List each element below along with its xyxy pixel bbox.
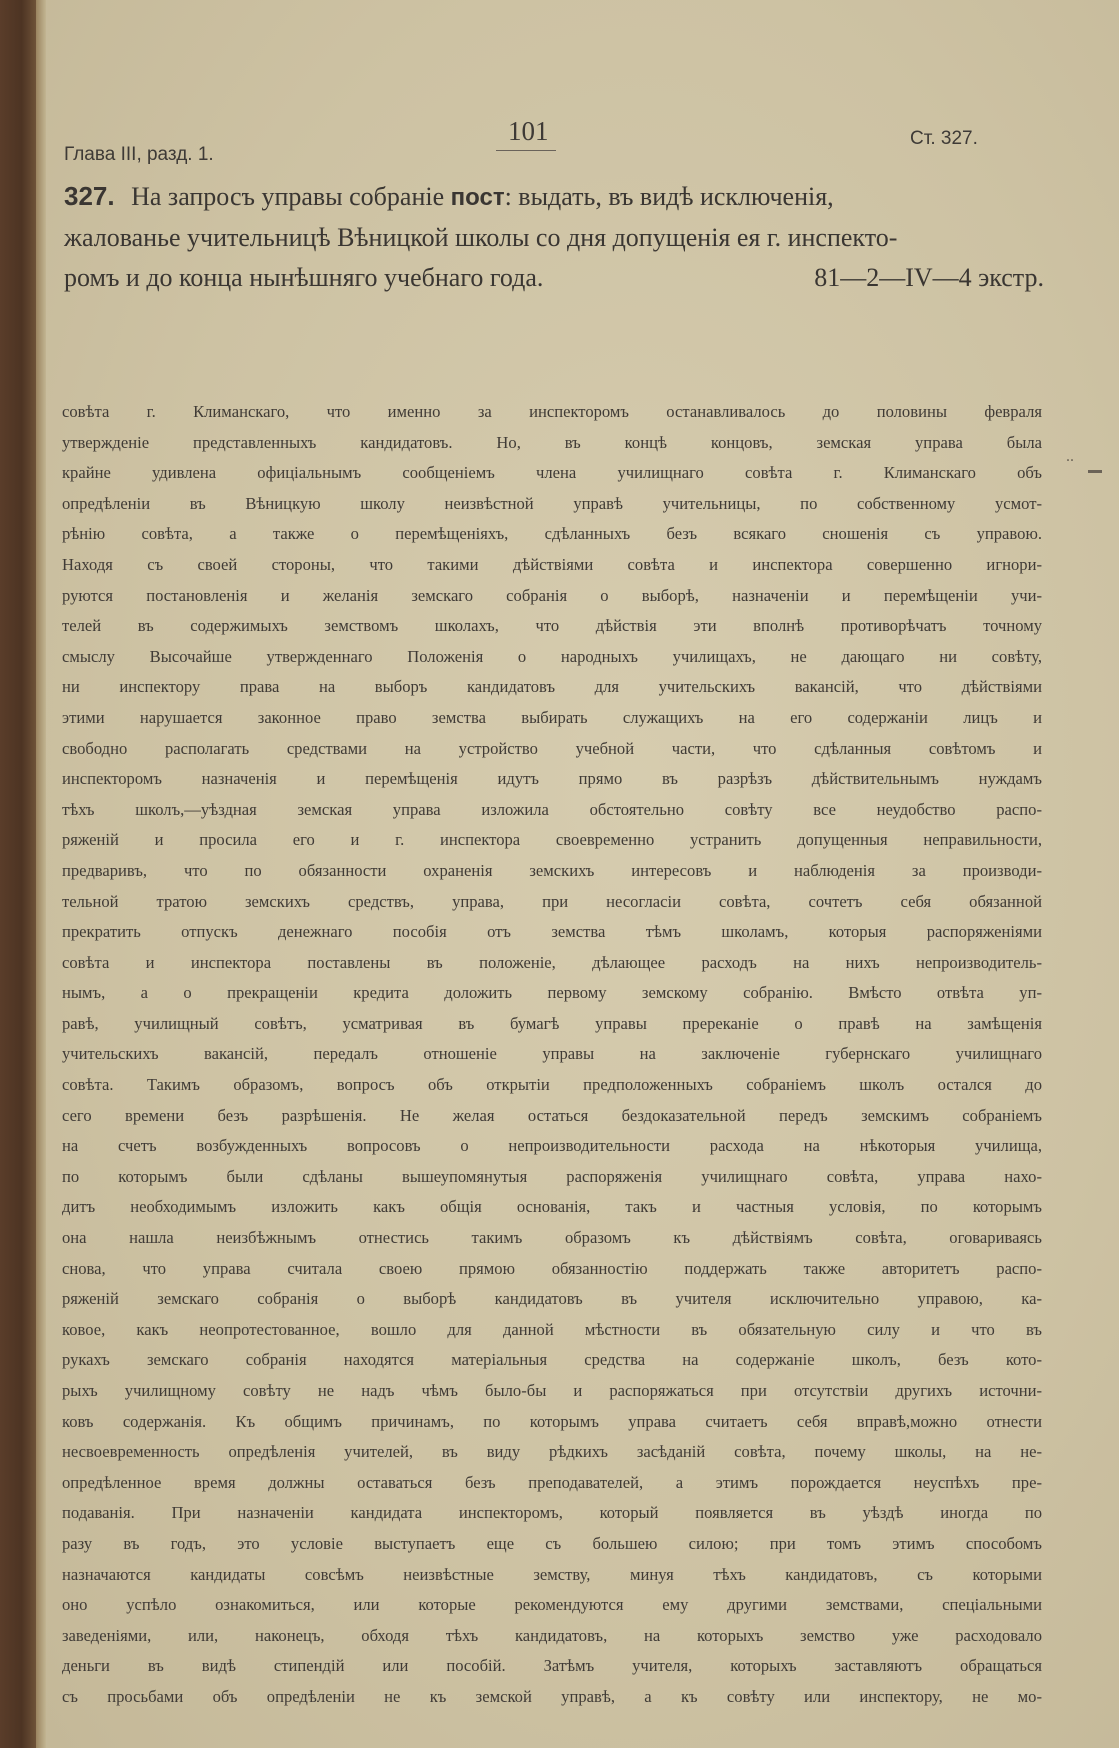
entry-text-2: жалованье учительницѣ Вѣницкой школы со дня допущенія ея г. инспекто- xyxy=(64,223,898,252)
body-line: рыхъ училищному совѣту не надъ чѣмъ было-бы и распоряжаться при отсутствіи другихъ источни- xyxy=(62,1381,1042,1400)
chapter-header: Глава III, разд. 1. xyxy=(64,144,214,165)
body-line: свободно располагать средствами на устройство учебной части, что сдѣланныя совѣтомъ и xyxy=(62,738,1042,758)
body-line: равѣ, училищный совѣтъ, усматривая въ бумагѣ управы пререканіе о правѣ на замѣщенія xyxy=(62,1013,1042,1033)
body-line: этими нарушается законное право земства выбирать служащихъ на его содержаніи лицъ и xyxy=(62,707,1042,727)
entry-line-1 xyxy=(64,176,1044,218)
page-number: 101 xyxy=(508,116,549,146)
body-line: совѣта и инспектора поставлены въ положеніе, дѣлающее расходъ на нихъ непроизводитель- xyxy=(62,952,1042,972)
book-binding xyxy=(0,0,36,1748)
body-line: рукахъ земскаго собранія находятся матеріальныя средства на содержаніе школъ, безъ кото- xyxy=(62,1350,1042,1370)
binding-edge xyxy=(36,0,46,1748)
entry-text-3: ромъ и до конца нынѣшняго учебнаго года. xyxy=(64,263,544,292)
margin-mark-dots: .. xyxy=(1066,448,1074,465)
body-line: ряженій и просила его и г. инспектора своевременно устранить допущенныя неправильности, xyxy=(62,830,1042,850)
body-line: оно успѣло ознакомиться, или которые рекомендуются ему другими земствами, спеціальными xyxy=(62,1595,1042,1615)
body-line: подаванія. При назначеніи кандидата инспекторомъ, который появляется въ уѣздѣ иногда по xyxy=(62,1503,1042,1523)
body-line: телей въ содержимыхъ земствомъ школахъ, что дѣйствія эти вполнѣ противорѣчатъ точному xyxy=(62,616,1042,636)
body-line: рѣнію совѣта, а также о перемѣщеніяхъ, сдѣланныхъ безъ всякаго сношенія съ управою. xyxy=(62,524,1042,544)
body-line: заведеніями, или, наконецъ, обходя тѣхъ кандидатовъ, на которыхъ земство уже расходовало xyxy=(62,1625,1042,1645)
body-line: на счетъ возбужденныхъ вопросовъ о непроизводительности расхода на нѣкоторыя училища, xyxy=(62,1136,1042,1156)
body-line: съ просьбами объ опредѣленіи не къ земской управѣ, а къ совѣту или инспектору, не мо- xyxy=(62,1686,1042,1706)
entry-text-1c: : выдать, въ видѣ исключенія, xyxy=(504,182,834,211)
body-line: Находя съ своей стороны, что такими дѣйствіями совѣта и инспектора совершенно игнори- xyxy=(62,554,1042,574)
entry-327 xyxy=(64,176,1044,298)
body-line: нымъ, а о прекращеніи кредита доложить первому земскому собранію. Вмѣсто отвѣта уп- xyxy=(62,983,1042,1003)
body-line: утвержденіе представленныхъ кандидатовъ. Но, въ концѣ концовъ, земская управа была xyxy=(62,432,1042,452)
article-header: Ст. 327. xyxy=(910,128,978,149)
body-line: дитъ необходимымъ изложить какъ общія основанія, такъ и частныя условія, по которымъ xyxy=(62,1197,1042,1217)
body-line: прекратить отпускъ денежнаго пособія отъ земства тѣмъ школамъ, которыя распоряженіями xyxy=(62,922,1042,942)
margin-mark-dash xyxy=(1088,470,1102,473)
body-text xyxy=(62,397,1042,1713)
body-line: несвоевременность опредѣленія учителей, въ виду рѣдкихъ засѣданій совѣта, почему школы, на не- xyxy=(62,1442,1042,1462)
entry-text-1b: пост xyxy=(450,184,505,211)
body-line: по которымъ были сдѣланы вышеупомянутыя распоряженія училищнаго совѣта, управа нахо- xyxy=(62,1166,1042,1186)
entry-reference: 81—2—IV—4 экстр. xyxy=(814,263,1044,292)
body-line: крайне удивлена офиціальнымъ сообщеніемъ члена училищнаго совѣта г. Климанскаго объ xyxy=(62,463,1042,483)
body-line: совѣта г. Климанскаго, что именно за инспекторомъ останавливалось до половины февраля xyxy=(62,402,1042,421)
body-line: снова, что управа считала своею прямою обязанностію поддержать также авторитетъ распо- xyxy=(62,1258,1042,1278)
body-line: ковъ содержанія. Къ общимъ причинамъ, по которымъ управа считаетъ себя вправѣ,можно отнести xyxy=(62,1411,1042,1431)
body-line: сего времени безъ разрѣшенія. Не желая остаться бездоказательной передъ земскимъ собраніемъ xyxy=(62,1105,1042,1125)
body-line: деньги въ видѣ стипендій или пособій. Затѣмъ учителя, которыхъ заставляютъ обращаться xyxy=(62,1656,1042,1676)
body-line: тельной тратою земскихъ средствъ, управа, при несогласіи совѣта, сочтетъ себя обязанной xyxy=(62,891,1042,911)
entry-text-1a: На запросъ управы собраніе xyxy=(131,182,445,211)
body-line: инспекторомъ назначенія и перемѣщенія идутъ прямо въ разрѣзъ дѣйствительнымъ нуждамъ xyxy=(62,769,1042,789)
body-line: ряженій земскаго собранія о выборѣ кандидатовъ въ учителя исключительно управою, ка- xyxy=(62,1289,1042,1309)
entry-line-2 xyxy=(64,218,1044,258)
body-line: ни инспектору права на выборъ кандидатовъ для учительскихъ вакансій, что дѣйствіями xyxy=(62,677,1042,697)
body-line: руются постановленія и желанія земскаго собранія о выборѣ, назначеніи и перемѣщеніи учи- xyxy=(62,585,1042,605)
body-line: совѣта. Такимъ образомъ, вопросъ объ открытіи предположенныхъ собраніемъ школъ остался до xyxy=(62,1075,1042,1095)
body-line: она нашла неизбѣжнымъ отнестись такимъ образомъ къ дѣйствіямъ совѣта, оговариваясь xyxy=(62,1228,1042,1248)
entry-line-3 xyxy=(64,258,1044,298)
body-line: ковое, какъ неопротестованное, вошло для данной мѣстности въ обязательную силу и что въ xyxy=(62,1319,1042,1339)
body-line: предваривъ, что по обязанности охраненія земскихъ интересовъ и наблюденія за производи- xyxy=(62,860,1042,880)
body-line: разу въ годъ, это условіе выступаетъ еще съ большею силою; при томъ этимъ способомъ xyxy=(62,1533,1042,1553)
page-number-rule xyxy=(496,150,556,151)
body-line: смыслу Высочайше утвержденнаго Положенія о народныхъ училищахъ, не дающаго ни совѣту, xyxy=(62,646,1042,666)
entry-number: 327. xyxy=(64,181,115,211)
body-line: тѣхъ школъ,—уѣздная земская управа изложила обстоятельно совѣту все неудобство распо- xyxy=(62,799,1042,819)
body-line: учительскихъ вакансій, передалъ отношеніе управы на заключеніе губернскаго училищнаго xyxy=(62,1044,1042,1064)
body-line: опредѣленное время должны оставаться безъ преподавателей, а этимъ порождается неуспѣхъ пре- xyxy=(62,1472,1042,1492)
body-line: опредѣленіи въ Вѣницкую школу неизвѣстной управѣ учительницы, по собственному усмот- xyxy=(62,493,1042,513)
body-line: назначаются кандидаты совсѣмъ неизвѣстные земству, минуя тѣхъ кандидатовъ, съ которыми xyxy=(62,1564,1042,1584)
